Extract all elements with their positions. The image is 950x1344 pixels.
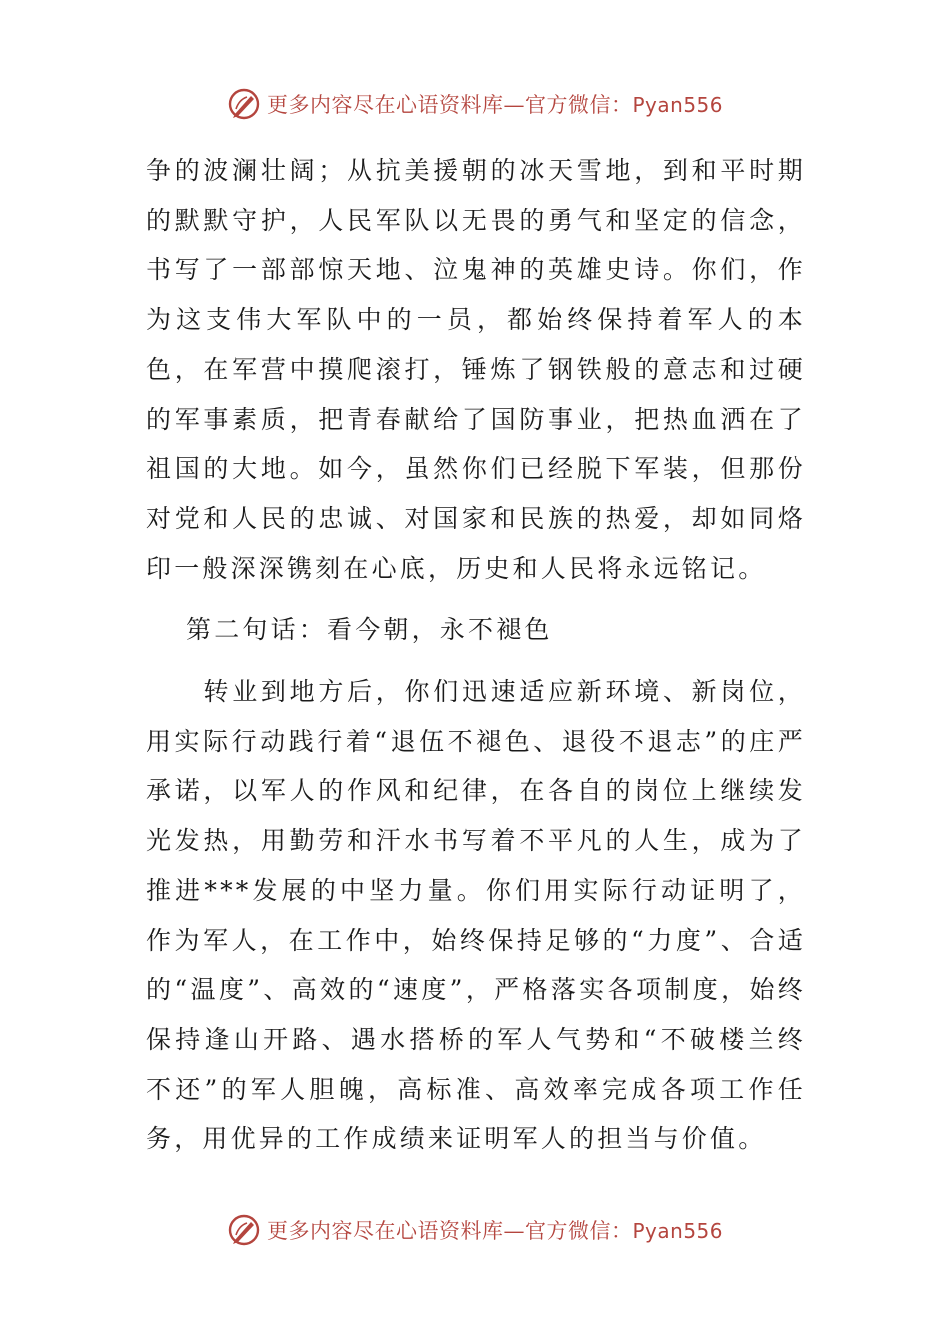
paragraph-2: 转业到地方后，你们迅速适应新环境、新岗位，用实际行动践行着“退伍不褪色、退役不退志”的庄严承诺，以军人的作风和纪律，在各自的岗位上继续发光发热，用勤劳和汗水书写着不平凡的人生，成为了推进***发展的中坚力量。你们用实际行动证明了，作为军人，在工作中，始终保持足够的“力度”、合适的“温度”、高效的“速度”，严格落实各项制度，始终保持逢山开路、遇水搭桥的军人气势和“不破楼兰终不还”的军人胆魄，高标准、高效率完成各项工作任务，用优异的工作成绩来证明军人的担当与价值。 bbox=[146, 677, 806, 1154]
wechat-id: Pyan556 bbox=[632, 1219, 723, 1243]
paragraph-1: 争的波澜壮阔；从抗美援朝的冰天雪地，到和平时期的默默守护，人民军队以无畏的勇气和坚定的信念，书写了一部部惊天地、泣鬼神的英雄史诗。你们，作为这支伟大军队中的一员，都始终保持着军人的本色，在军营中摸爬滚打，锤炼了钢铁般的意志和过硬的军事素质，把青春献给了国防事业，把热血洒在了祖国的大地。如今，虽然你们已经脱下军装，但那份对党和人民的忠诚、对国家和民族的热爱，却如同烙印一般深深镌刻在心底，历史和人民将永远铭记。 bbox=[146, 156, 806, 583]
banner-text bbox=[267, 1215, 723, 1245]
wechat-id: Pyan556 bbox=[632, 93, 723, 117]
banner-text bbox=[267, 89, 723, 119]
pen-logo-icon bbox=[227, 87, 261, 121]
pen-logo-icon bbox=[227, 1213, 261, 1247]
banner-label: 更多内容尽在心语资料库—官方微信： bbox=[266, 93, 633, 117]
footer-banner bbox=[0, 1210, 950, 1250]
banner-label: 更多内容尽在心语资料库—官方微信： bbox=[266, 1219, 633, 1243]
document-body bbox=[146, 146, 806, 1164]
header-banner bbox=[0, 84, 950, 124]
section-heading-2: 第二句话：看今朝，永不褪色 bbox=[186, 615, 553, 645]
